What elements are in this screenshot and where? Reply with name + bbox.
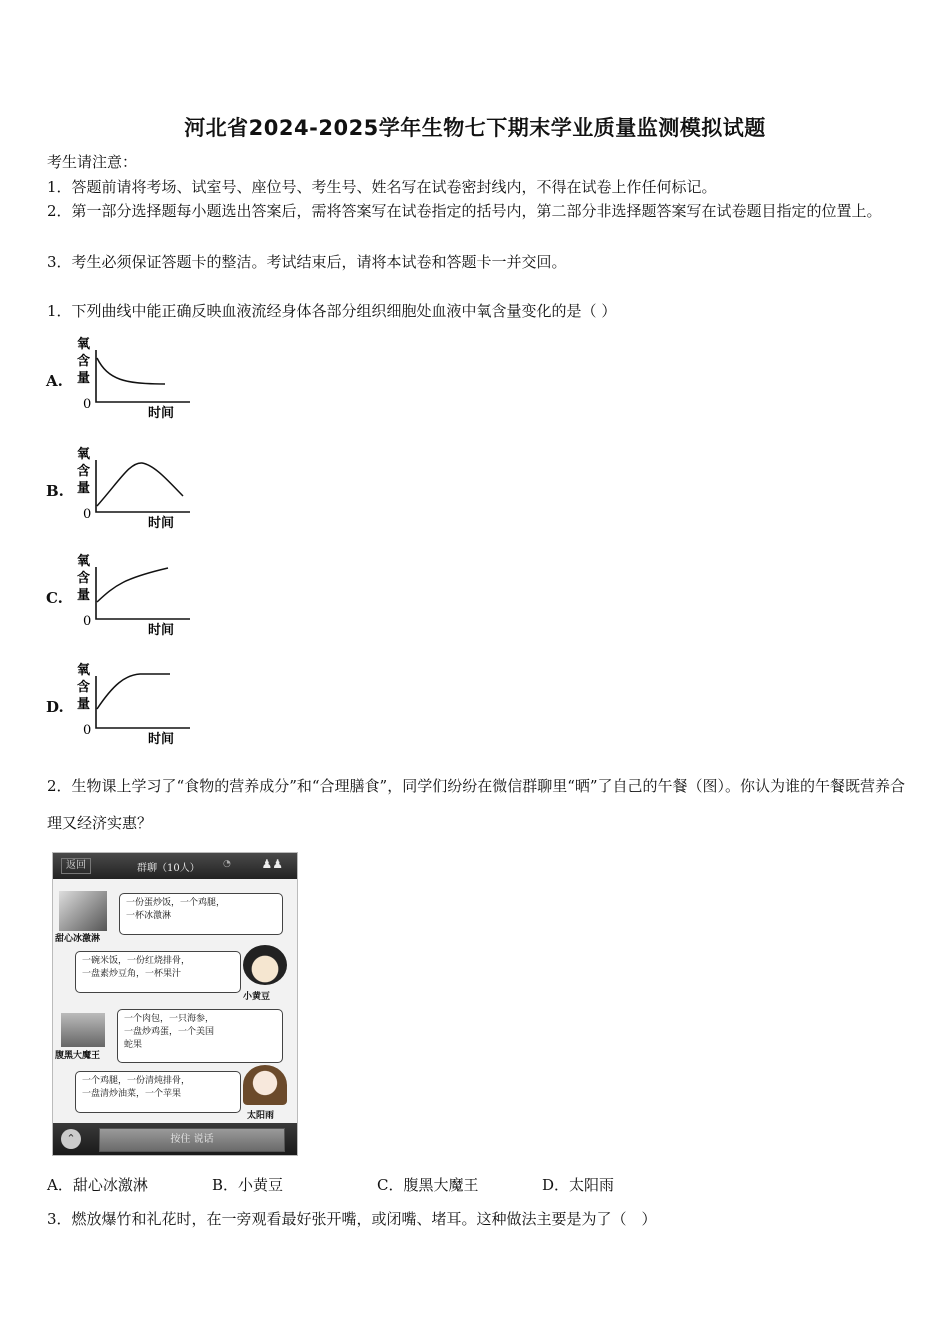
avatar — [243, 945, 287, 985]
oxygen-graph — [77, 662, 190, 747]
y-axis-label: 量 — [77, 371, 91, 386]
message-line: 一个肉包，一只海参， — [124, 1014, 215, 1024]
keyboard-toggle-icon[interactable]: ⌃ — [61, 1129, 81, 1149]
chat-header — [53, 853, 297, 879]
question-2-stem: 2．生物课上学习了“食物的营养成分”和“合理膳食”，同学们纷纷在微信群聊里“晒”了自己的午餐（图）。你认为谁的午餐既营养合理又经济实惠？ — [47, 777, 906, 832]
answer-option-d[interactable]: D．太阳雨 — [542, 1176, 615, 1194]
answer-option-c[interactable]: C．腹黑大魔王 — [377, 1176, 479, 1194]
message-line: 一个鸡腿，一份清炖排骨， — [82, 1076, 191, 1086]
oxygen-curve — [97, 568, 168, 602]
question-2-answers — [47, 1174, 614, 1195]
y-axis-label: 量 — [77, 697, 91, 712]
message-line: 一碗米饭，一份红烧排骨， — [82, 956, 191, 966]
message-line: 一盘清炒油菜，一个苹果 — [82, 1089, 182, 1099]
axes — [96, 676, 190, 728]
back-button[interactable]: 返回 — [61, 858, 91, 874]
y-axis-label: 量 — [77, 588, 91, 603]
x-axis-label: 时间 — [148, 623, 175, 638]
option-label[interactable]: B. — [46, 482, 64, 500]
origin-label: 0 — [83, 614, 92, 629]
oxygen-graph — [77, 336, 190, 421]
chat-bubble — [75, 951, 241, 993]
oxygen-curve — [97, 358, 165, 384]
x-axis-label: 时间 — [148, 406, 175, 421]
answer-option-b[interactable]: B．小黄豆 — [212, 1176, 284, 1194]
group-title: 群聊（10人） — [137, 863, 200, 874]
voice-icon: ◔ — [223, 859, 231, 869]
avatar — [59, 891, 107, 931]
sender-name: 小黄豆 — [243, 992, 271, 1002]
y-axis-label: 氧 — [77, 337, 91, 352]
option-label[interactable]: A. — [46, 372, 63, 390]
message-line: 一盘素炒豆角，一杯果汁 — [82, 969, 182, 979]
origin-label: 0 — [83, 507, 92, 522]
x-axis-label: 时间 — [148, 732, 175, 747]
chat-bubble — [117, 1009, 283, 1063]
page-title: 河北省2024-2025学年生物七下期末学业质量监测模拟试题 — [184, 116, 766, 140]
x-axis-label: 时间 — [148, 516, 175, 531]
origin-label: 0 — [83, 397, 92, 412]
question-1-stem: 1．下列曲线中能正确反映血液流经身体各部分组织细胞处血液中氧含量变化的是（ ） — [47, 302, 617, 320]
notice-item-1: 1．答题前请将考场、试室号、座位号、考生号、姓名写在试卷密封线内，不得在试卷上作任何标记。 — [47, 178, 717, 196]
oxygen-graph — [77, 553, 190, 638]
chat-footer — [53, 1123, 297, 1155]
hold-to-talk-button[interactable]: 按住 说话 — [99, 1128, 285, 1152]
message-line: 一盘炒鸡蛋，一个美国 — [124, 1027, 215, 1037]
answer-option-a[interactable]: A．甜心冰激淋 — [47, 1176, 148, 1194]
option-label[interactable]: C. — [46, 589, 63, 607]
sender-name: 太阳雨 — [247, 1111, 275, 1121]
option-label[interactable]: D. — [46, 698, 64, 716]
notice-item-3: 3．考生必须保证答题卡的整洁。考试结束后，请将本试卷和答题卡一并交回。 — [47, 253, 567, 271]
axes — [96, 567, 190, 619]
axes — [96, 460, 190, 512]
oxygen-curve — [97, 674, 170, 709]
sender-name: 甜心冰激淋 — [55, 934, 101, 944]
y-axis-label: 含 — [77, 680, 91, 695]
chat-bubble — [119, 893, 283, 935]
chat-screenshot — [52, 852, 298, 1156]
y-axis-label: 含 — [77, 571, 91, 586]
y-axis-label: 氧 — [77, 663, 91, 678]
notice-item-2: 2．第一部分选择题每小题选出答案后，需将答案写在试卷指定的括号内，第二部分非选择题答案写在试卷题目指定的位置上。 — [47, 202, 882, 220]
avatar — [243, 1065, 287, 1105]
y-axis-label: 含 — [77, 354, 91, 369]
y-axis-label: 量 — [77, 481, 91, 496]
chat-bubble — [75, 1071, 241, 1113]
y-axis-label: 含 — [77, 464, 91, 479]
group-members-icon[interactable]: ♟♟ — [261, 857, 283, 871]
origin-label: 0 — [83, 723, 92, 738]
y-axis-label: 氧 — [77, 447, 91, 462]
message-line: 一杯冰激淋 — [126, 911, 172, 921]
y-axis-label: 氧 — [77, 554, 91, 569]
axes — [96, 350, 190, 402]
oxygen-curve — [97, 463, 183, 506]
message-line: 一份蛋炒饭，一个鸡腿， — [126, 898, 226, 908]
message-line: 蛇果 — [124, 1040, 143, 1050]
sender-name: 腹黑大魔王 — [55, 1051, 101, 1061]
question-3-stem: 3．燃放爆竹和礼花时，在一旁观看最好张开嘴，或闭嘴、堵耳。这种做法主要是为了（ ） — [47, 1210, 657, 1228]
oxygen-graph — [77, 446, 190, 531]
avatar — [61, 1013, 105, 1047]
notice-heading: 考生请注意： — [47, 153, 138, 171]
